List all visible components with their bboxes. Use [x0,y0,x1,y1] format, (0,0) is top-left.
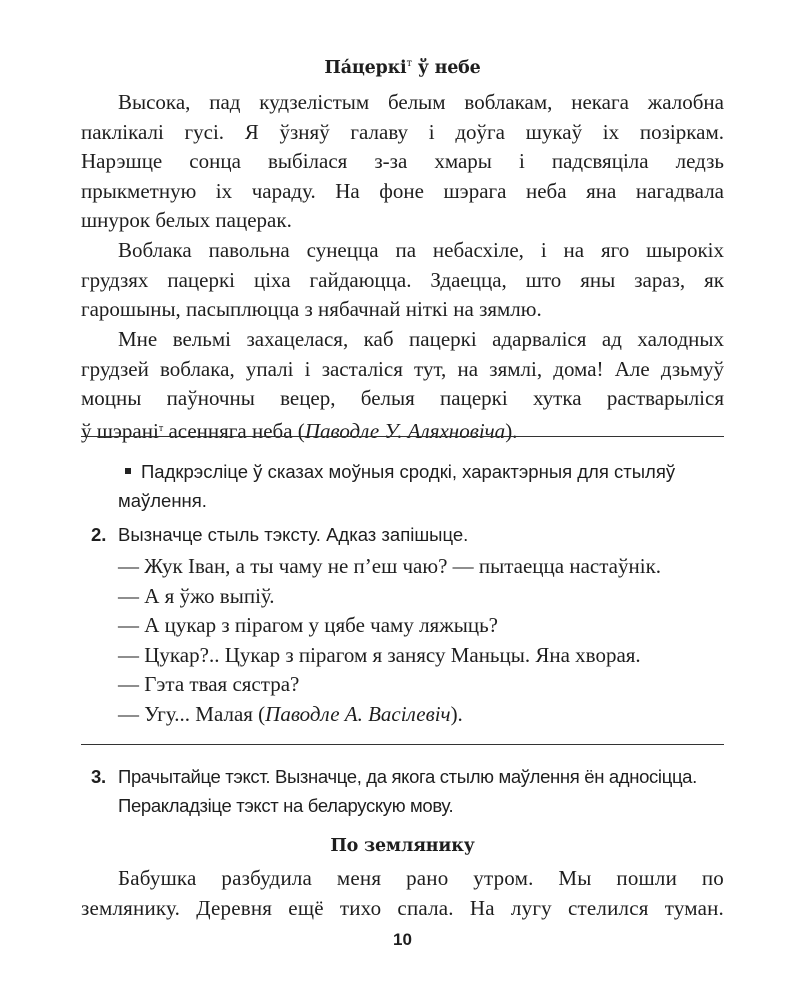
divider-line [81,436,724,437]
text-line: Высока, пад кудзелістым белым воблакам, некага жалобна [118,90,724,114]
dialogue-line: — А цукар з пірагом у цябе чаму ляжыць? [118,613,498,637]
task-number: 3. [91,766,106,787]
bullet-task [81,457,724,515]
text-line: ў шэрані$^т$ асенняга неба (Паводле У. Аляхновіча). [81,418,518,443]
dialogue-line: — Гэта твая сястра? [118,672,300,696]
paragraph-russian [81,864,724,923]
square-bullet-icon [125,468,131,474]
title-rest: ў небе [411,58,481,78]
source-attribution: Паводле У. Аляхновіча [304,418,506,443]
task-number: 2. [91,524,107,545]
title-word: Па́церкі [324,58,407,78]
paragraph-3 [81,325,724,446]
text-line: Нарэшце сонца выбілася з-за хмары і падсвяціла ледзь [81,149,724,174]
paragraph-1 [81,88,724,236]
footnote-marker: т [158,422,164,434]
text-line: паклікалі гусі. Я ўзняў галаву і доўга шукаў іх позіркам. [81,119,724,144]
text-title [81,58,724,78]
source-attribution: Паводле А. Васілевіч [265,701,451,726]
text-line: Мне вельмі захацелася, каб пацеркі адарваліся ад халодных [118,327,724,351]
task-instruction: Вызначце стыль тэксту. Адказ запішыце. [118,524,469,545]
page-number: 10 [393,930,412,949]
dialogue-line: — Жук Іван, а ты чаму не п’еш чаю? — пытаецца настаўнік. [118,554,662,578]
task-text: маўлення. [118,490,207,511]
text-line: моцны паўночны вецер, белыя пацеркі хутка растварыліся [81,386,724,411]
footnote-marker: т [406,58,412,69]
text-title: По землянику [330,836,475,856]
dialogue-line: — А я ўжо выпіў. [118,583,275,608]
dialogue-block [118,552,724,729]
text-line: шнурок белых пацерак. [81,208,292,233]
divider-line [81,744,724,745]
text-line: землянику. Деревня ещё тихо спала. На лугу стелился туман. [81,895,724,920]
task-text: Падкрэсліце ў сказах моўныя сродкі, характэрныя для стыляў [141,461,676,482]
paragraph-2 [81,236,724,325]
text-line: Бабушка разбудила меня рано утром. Мы пошли по [118,866,724,890]
text-line: Воблака павольна сунецца па небасхіле, і на яго шырокіх [118,238,724,262]
text-line: грудзей воблака, упалі і засталіся тут, на зямлі, дома! Але дзьмуў [81,356,724,381]
task-2 [81,520,724,549]
text-line: гарошыны, пасыплюцца з нябачнай ніткі на зямлю. [81,297,542,322]
dialogue-line: — Цукар?.. Цукар з пірагом я занясу Маньцы. Яна хворая. [118,642,641,667]
text-line: грудзях пацеркі ціха гайдаюцца. Здаецца, што яны зараз, як [81,267,724,292]
task-3 [81,762,724,820]
task-instruction: Прачытайце тэкст. Вызначце, да якога стылю маўлення ён адносіцца. Перакладзіце тэкст на беларускую мову. [118,766,697,816]
text-line: прыкметную іх чараду. На фоне шэрага неба яна нагадвала [81,178,724,203]
dialogue-line: — Угу... Малая (Паводле А. Васілевіч). [118,701,463,726]
